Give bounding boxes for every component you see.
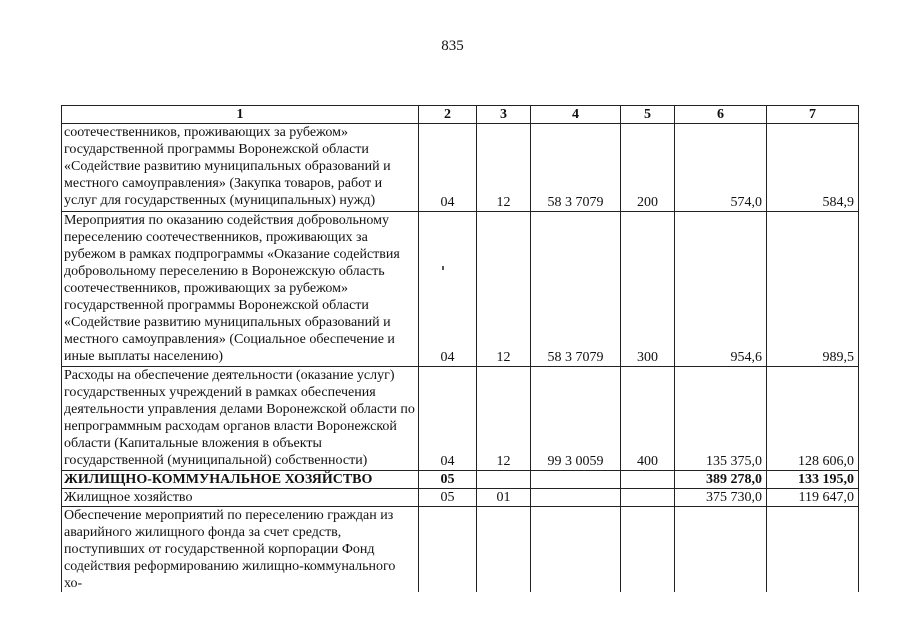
column-header-7: 7: [767, 106, 859, 124]
row-amount-1: 135 375,0: [675, 367, 767, 471]
row-target-article: 99 3 0059: [531, 367, 621, 471]
row-amount-2: 128 606,0: [767, 367, 859, 471]
row-amount-2: 989,5: [767, 212, 859, 367]
row-subsection: 12: [477, 124, 531, 212]
row-target-article: [531, 489, 621, 507]
column-header-3: 3: [477, 106, 531, 124]
row-section: 04: [419, 367, 477, 471]
table-row: [62, 367, 859, 471]
row-target-article: 58 3 7079: [531, 124, 621, 212]
row-description: ЖИЛИЩНО-КОММУНАЛЬНОЕ ХОЗЯЙСТВО: [62, 471, 419, 489]
row-section: [419, 507, 477, 593]
row-section: 04: [419, 124, 477, 212]
row-expense-type: [621, 489, 675, 507]
row-subsection: [477, 471, 531, 489]
row-description: Жилищное хозяйство: [62, 489, 419, 507]
column-numbers-row: [62, 106, 859, 124]
row-expense-type: 400: [621, 367, 675, 471]
row-amount-1: 389 278,0: [675, 471, 767, 489]
table-row: [62, 489, 859, 507]
row-expense-type: 200: [621, 124, 675, 212]
row-target-article: 58 3 7079: [531, 212, 621, 367]
row-description: Мероприятия по оказанию содействия добровольному переселению соотечественников, проживающих за рубежом в рамках подпрограммы «Оказание содействия добровольному переселению в Воронежскую область соотечественников, проживающих за рубежом» государственной программы Воронежской области «Содействие развитию муниципальных образований и местного самоуправления» (Социальное обеспечение и иные выплаты населению): [62, 212, 419, 367]
table-row: [62, 212, 859, 367]
page-number: 835: [441, 38, 464, 54]
row-description: соотечественников, проживающих за рубежом» государственной программы Воронежской области «Содействие развитию муниципальных образований и местного самоуправления» (Закупка товаров, работ и услуг для государственных (муниципальных) нужд): [62, 124, 419, 212]
row-expense-type: 300: [621, 212, 675, 367]
row-amount-2: 119 647,0: [767, 489, 859, 507]
row-amount-1: 574,0: [675, 124, 767, 212]
row-subsection: 12: [477, 212, 531, 367]
column-header-5: 5: [621, 106, 675, 124]
row-target-article: [531, 471, 621, 489]
row-expense-type: [621, 507, 675, 593]
row-amount-2: 584,9: [767, 124, 859, 212]
row-amount-2: 133 195,0: [767, 471, 859, 489]
row-expense-type: [621, 471, 675, 489]
table-row: [62, 507, 859, 593]
budget-table: [61, 105, 859, 592]
column-header-1: 1: [62, 106, 419, 124]
row-subsection: [477, 507, 531, 593]
table-row: [62, 471, 859, 489]
row-section: 05: [419, 489, 477, 507]
row-amount-1: 954,6: [675, 212, 767, 367]
row-subsection: 01: [477, 489, 531, 507]
row-amount-2: [767, 507, 859, 593]
row-target-article: [531, 507, 621, 593]
column-header-6: 6: [675, 106, 767, 124]
row-amount-1: 375 730,0: [675, 489, 767, 507]
row-subsection: 12: [477, 367, 531, 471]
column-header-4: 4: [531, 106, 621, 124]
row-description: Расходы на обеспечение деятельности (оказание услуг) государственных учреждений в рамках обеспечения деятельности управления делами Воронежской области по непрограммным расходам органов власти Воронежской области (Капитальные вложения в объекты государственной (муниципальной) собственности): [62, 367, 419, 471]
row-section: 04: [419, 212, 477, 367]
row-section: 05: [419, 471, 477, 489]
row-description: Обеспечение мероприятий по переселению граждан из аварийного жилищного фонда за счет средств, поступивших от государственной корпорации Фонд содействия реформированию жилищно-коммунального хо-: [62, 507, 419, 593]
table-row: [62, 124, 859, 212]
scan-speck: [442, 266, 444, 270]
row-amount-1: [675, 507, 767, 593]
column-header-2: 2: [419, 106, 477, 124]
